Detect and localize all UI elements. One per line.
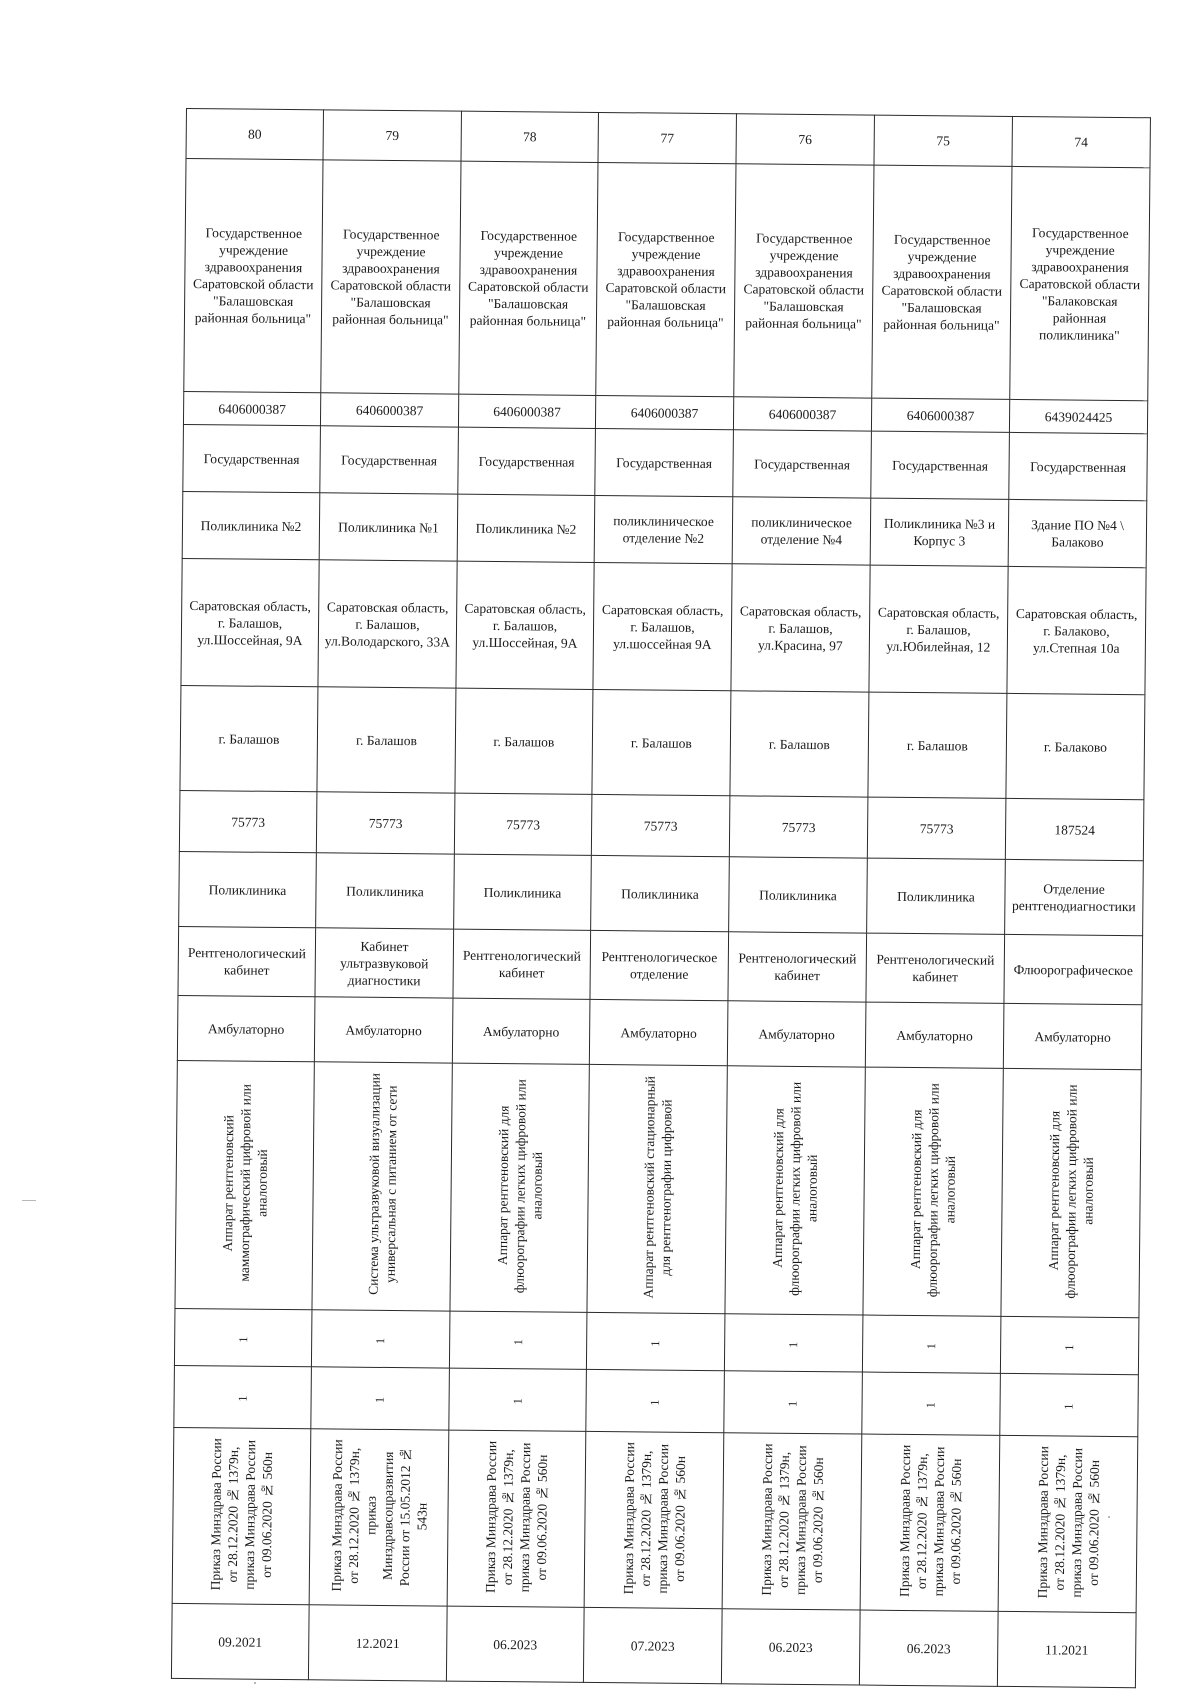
cell-room: Рентгенологический кабинет bbox=[178, 926, 316, 996]
cell-unit: Поликлиника bbox=[454, 854, 592, 930]
quantity-value: 1 bbox=[510, 1398, 525, 1405]
cell-unit: Отделение рентгенодиагностики bbox=[1005, 859, 1144, 935]
cell-equipment bbox=[450, 1063, 589, 1312]
cell-order bbox=[584, 1431, 724, 1608]
cell-ownership: Государственная bbox=[183, 424, 321, 492]
row-address bbox=[181, 558, 1146, 694]
cell-organization: Государственное учреждение здравоохранения Саратовской области "Балашовская районная больница" bbox=[872, 165, 1012, 399]
cell-inn: 6406000387 bbox=[458, 394, 595, 428]
cell-organization: Государственное учреждение здравоохранения Саратовской области "Балашовская районная больница" bbox=[459, 161, 598, 395]
cell-date: 06.2023 bbox=[859, 1610, 998, 1686]
row-quantity-required bbox=[174, 1308, 1139, 1374]
row-city bbox=[180, 685, 1145, 799]
cell-room: Рентгенологическое отделение bbox=[590, 930, 729, 1000]
cell-inn: 6406000387 bbox=[733, 397, 871, 431]
cell-date: 07.2023 bbox=[583, 1607, 722, 1683]
cell-quantity bbox=[586, 1369, 725, 1432]
cell-date: 06.2023 bbox=[446, 1606, 584, 1682]
row-unit bbox=[179, 851, 1144, 935]
cell-address: Саратовская область, г. Балашов, ул.Шоссейная, 9А bbox=[181, 558, 319, 686]
cell-code: 75773 bbox=[316, 792, 455, 854]
cell-unit: Поликлиника bbox=[729, 857, 868, 933]
cell-inn: 6406000387 bbox=[183, 391, 320, 425]
cell-unit: Поликлиника bbox=[591, 855, 730, 931]
cell-quantity bbox=[311, 1310, 450, 1368]
cell-unit: Поликлиника bbox=[867, 858, 1006, 934]
row-room bbox=[178, 926, 1143, 1004]
cell-date: 09.2021 bbox=[171, 1603, 309, 1679]
cell-room: Рентгенологический кабинет bbox=[453, 929, 591, 999]
equipment-text: Аппарат рентгеновский маммографический цифровой или аналоговый bbox=[219, 1084, 270, 1282]
cell-order bbox=[998, 1435, 1138, 1612]
scan-artifact-mark bbox=[22, 1200, 36, 1201]
quantity-value: 1 bbox=[924, 1342, 939, 1349]
cell-ownership: Государственная bbox=[733, 430, 872, 498]
cell-quantity bbox=[1000, 1316, 1139, 1374]
cell-quantity bbox=[724, 1314, 863, 1372]
quantity-value: 1 bbox=[1062, 1343, 1077, 1351]
row-date bbox=[171, 1603, 1136, 1687]
cell-ownership: Государственная bbox=[320, 426, 459, 494]
cell-quantity bbox=[586, 1312, 725, 1370]
cell-city: г. Балаково bbox=[1006, 693, 1145, 799]
cell-quantity bbox=[174, 1365, 312, 1428]
cell-conditions: Амбулаторно bbox=[177, 995, 315, 1061]
cell-address: Саратовская область, г. Балаково, ул.Степная 10а bbox=[1007, 566, 1146, 694]
scan-artifact-mark bbox=[1108, 1516, 1110, 1518]
cell-room: Рентгенологический кабинет bbox=[728, 932, 867, 1002]
row-quantity-needed bbox=[174, 1365, 1139, 1436]
cell-building: поликлиническое отделение №2 bbox=[594, 495, 733, 563]
cell-quantity bbox=[1000, 1373, 1139, 1436]
cell-building: Здание ПО №4 \ Балаково bbox=[1008, 499, 1147, 567]
cell-conditions: Амбулаторно bbox=[452, 998, 590, 1064]
order-text: Приказ Минздрава России от 28.12.2020 № 1379н, приказ Минздрава России от 09.06.2020 № 560н bbox=[1034, 1445, 1102, 1598]
cell-city: г. Балашов bbox=[180, 685, 318, 791]
cell-organization: Государственное учреждение здравоохранения Саратовской области "Балаковская районная поликлиника" bbox=[1010, 166, 1150, 400]
cell-conditions: Амбулаторно bbox=[589, 999, 728, 1065]
cell-number: 80 bbox=[186, 109, 323, 160]
cell-building: Поликлиника №1 bbox=[319, 493, 458, 561]
order-text: Приказ Минздрава России от 28.12.2020 № 1379н, приказ Минздравсоцразвития России от 15.05.2012 № 543н bbox=[328, 1438, 430, 1592]
cell-address: Саратовская область, г. Балашов, ул.Красина, 97 bbox=[731, 564, 870, 692]
scan-artifact-mark bbox=[254, 1682, 256, 1684]
cell-unit: Поликлиника bbox=[179, 851, 317, 927]
cell-ownership: Государственная bbox=[871, 431, 1010, 499]
row-organization bbox=[184, 159, 1150, 401]
cell-address: Саратовская область, г. Балашов, ул.шоссейная 9А bbox=[593, 562, 732, 690]
quantity-value: 1 bbox=[373, 1337, 388, 1344]
cell-number: 77 bbox=[598, 112, 736, 163]
row-order bbox=[172, 1427, 1138, 1612]
cell-city: г. Балашов bbox=[317, 687, 456, 793]
cell-number: 78 bbox=[461, 111, 598, 162]
cell-inn: 6439024425 bbox=[1009, 399, 1147, 433]
cell-quantity bbox=[449, 1368, 587, 1431]
cell-date: 12.2021 bbox=[308, 1605, 447, 1681]
row-code bbox=[179, 790, 1144, 860]
order-text: Приказ Минздрава России от 28.12.2020 № 1379н, приказ Минздрава России от 09.06.2020 № 560н bbox=[620, 1441, 688, 1594]
cell-date: 06.2023 bbox=[721, 1609, 860, 1685]
cell-conditions: Амбулаторно bbox=[727, 1001, 866, 1067]
cell-date: 11.2021 bbox=[997, 1611, 1136, 1687]
cell-unit: Поликлиника bbox=[316, 853, 455, 929]
cell-equipment bbox=[863, 1067, 1003, 1316]
quantity-value: 1 bbox=[647, 1399, 662, 1406]
cell-equipment bbox=[175, 1060, 314, 1309]
cell-organization: Государственное учреждение здравоохранения Саратовской области "Балашовская районная больница" bbox=[596, 162, 736, 396]
cell-organization: Государственное учреждение здравоохранения Саратовской области "Балашовская районная больница" bbox=[321, 160, 461, 394]
cell-quantity bbox=[862, 1372, 1001, 1435]
row-ownership bbox=[183, 424, 1148, 500]
quantity-value: 1 bbox=[786, 1341, 801, 1348]
cell-room: Рентгенологический кабинет bbox=[866, 933, 1005, 1003]
cell-inn: 6406000387 bbox=[595, 395, 733, 429]
row-conditions bbox=[177, 995, 1142, 1069]
quantity-value: 1 bbox=[235, 1336, 250, 1343]
order-text: Приказ Минздрава России от 28.12.2020 № 1379н, приказ Минздрава России от 09.06.2020 № 560н bbox=[758, 1442, 826, 1596]
cell-equipment bbox=[1001, 1068, 1141, 1317]
cell-inn: 6406000387 bbox=[871, 398, 1009, 432]
cell-code: 75773 bbox=[591, 794, 730, 856]
cell-code: 75773 bbox=[729, 796, 868, 858]
equipment-table bbox=[171, 108, 1151, 1688]
cell-equipment bbox=[725, 1066, 865, 1315]
cell-city: г. Балашов bbox=[868, 692, 1007, 798]
cell-number: 79 bbox=[323, 110, 461, 161]
equipment-text: Аппарат рентгеновский для флюорографии легких цифровой или аналоговый bbox=[907, 1082, 958, 1297]
row-building bbox=[182, 491, 1147, 567]
equipment-text: Аппарат рентгеновский для флюорографии легких цифровой или аналоговый bbox=[1045, 1083, 1096, 1299]
cell-building: Поликлиника №2 bbox=[457, 494, 595, 562]
cell-city: г. Балашов bbox=[455, 688, 593, 794]
cell-number: 74 bbox=[1012, 116, 1150, 167]
cell-order bbox=[309, 1429, 449, 1606]
cell-building: Поликлиника №2 bbox=[182, 491, 320, 559]
cell-order bbox=[722, 1433, 862, 1610]
cell-building: Поликлиника №3 и Корпус 3 bbox=[870, 498, 1009, 566]
cell-order bbox=[860, 1434, 1000, 1611]
order-text: Приказ Минздрава России от 28.12.2020 № 1379н, приказ Минздрава России от 09.06.2020 № 560н bbox=[896, 1444, 964, 1597]
cell-city: г. Балашов bbox=[730, 691, 869, 797]
row-number bbox=[186, 109, 1150, 168]
cell-ownership: Государственная bbox=[595, 428, 734, 496]
equipment-text: Аппарат рентгеновский для флюорографии легких цифровой или аналоговый bbox=[769, 1081, 820, 1296]
cell-conditions: Амбулаторно bbox=[314, 997, 453, 1063]
quantity-value: 1 bbox=[510, 1338, 525, 1345]
cell-ownership: Государственная bbox=[458, 427, 596, 495]
quantity-value: 1 bbox=[785, 1400, 800, 1407]
order-text: Приказ Минздрава России от 28.12.2020 № 1379н, приказ Минздрава России от 09.06.2020 № 560н bbox=[482, 1440, 551, 1593]
cell-code: 187524 bbox=[1005, 798, 1144, 860]
cell-address: Саратовская область, г. Балашов, ул.Шоссейная, 9А bbox=[456, 561, 594, 689]
cell-organization: Государственное учреждение здравоохранения Саратовской области "Балашовская районная больница" bbox=[734, 164, 874, 398]
row-equipment bbox=[175, 1060, 1141, 1317]
cell-building: поликлиническое отделение №4 bbox=[732, 497, 871, 565]
cell-conditions: Амбулаторно bbox=[1003, 1003, 1142, 1069]
cell-room: Кабинет ультразвуковой диагностики bbox=[315, 928, 454, 998]
cell-quantity bbox=[449, 1311, 587, 1369]
cell-number: 75 bbox=[874, 115, 1012, 166]
order-text: Приказ Минздрава России от 28.12.2020 № 1379н, приказ Минздрава России от 09.06.2020 № 560н bbox=[207, 1437, 276, 1591]
cell-equipment bbox=[587, 1064, 727, 1313]
equipment-text: Система ультразвуковой визуализации универсальная с питанием от сети bbox=[365, 1073, 400, 1296]
quantity-value: 1 bbox=[648, 1339, 663, 1347]
equipment-text: Аппарат рентгеновский для флюорографии легких цифровой или аналоговый bbox=[494, 1078, 545, 1293]
equipment-text: Аппарат рентгеновский стационарный для рентгенографии цифровой bbox=[640, 1075, 675, 1299]
cell-city: г. Балашов bbox=[592, 689, 731, 795]
cell-organization: Государственное учреждение здравоохранения Саратовской области "Балашовская районная больница" bbox=[184, 159, 323, 393]
cell-quantity bbox=[311, 1367, 450, 1430]
cell-quantity bbox=[862, 1315, 1001, 1373]
cell-quantity bbox=[174, 1308, 312, 1366]
cell-code: 75773 bbox=[454, 793, 592, 855]
quantity-value: 1 bbox=[923, 1402, 938, 1409]
quantity-value: 1 bbox=[372, 1396, 387, 1403]
cell-order bbox=[172, 1427, 311, 1604]
cell-address: Саратовская область, г. Балашов, ул.Юбилейная, 12 bbox=[869, 565, 1008, 693]
quantity-value: 1 bbox=[235, 1395, 250, 1402]
cell-number: 76 bbox=[736, 114, 874, 165]
cell-equipment bbox=[312, 1062, 452, 1311]
cell-inn: 6406000387 bbox=[320, 393, 458, 427]
cell-quantity bbox=[724, 1371, 863, 1434]
cell-order bbox=[447, 1430, 586, 1607]
quantity-value: 1 bbox=[1061, 1403, 1076, 1410]
cell-address: Саратовская область, г. Балашов, ул.Володарского, 33А bbox=[318, 560, 457, 688]
cell-ownership: Государственная bbox=[1009, 432, 1148, 500]
cell-code: 75773 bbox=[179, 790, 317, 852]
cell-conditions: Амбулаторно bbox=[865, 1002, 1004, 1068]
cell-room: Флюорографическое bbox=[1004, 934, 1143, 1004]
cell-code: 75773 bbox=[867, 797, 1006, 859]
